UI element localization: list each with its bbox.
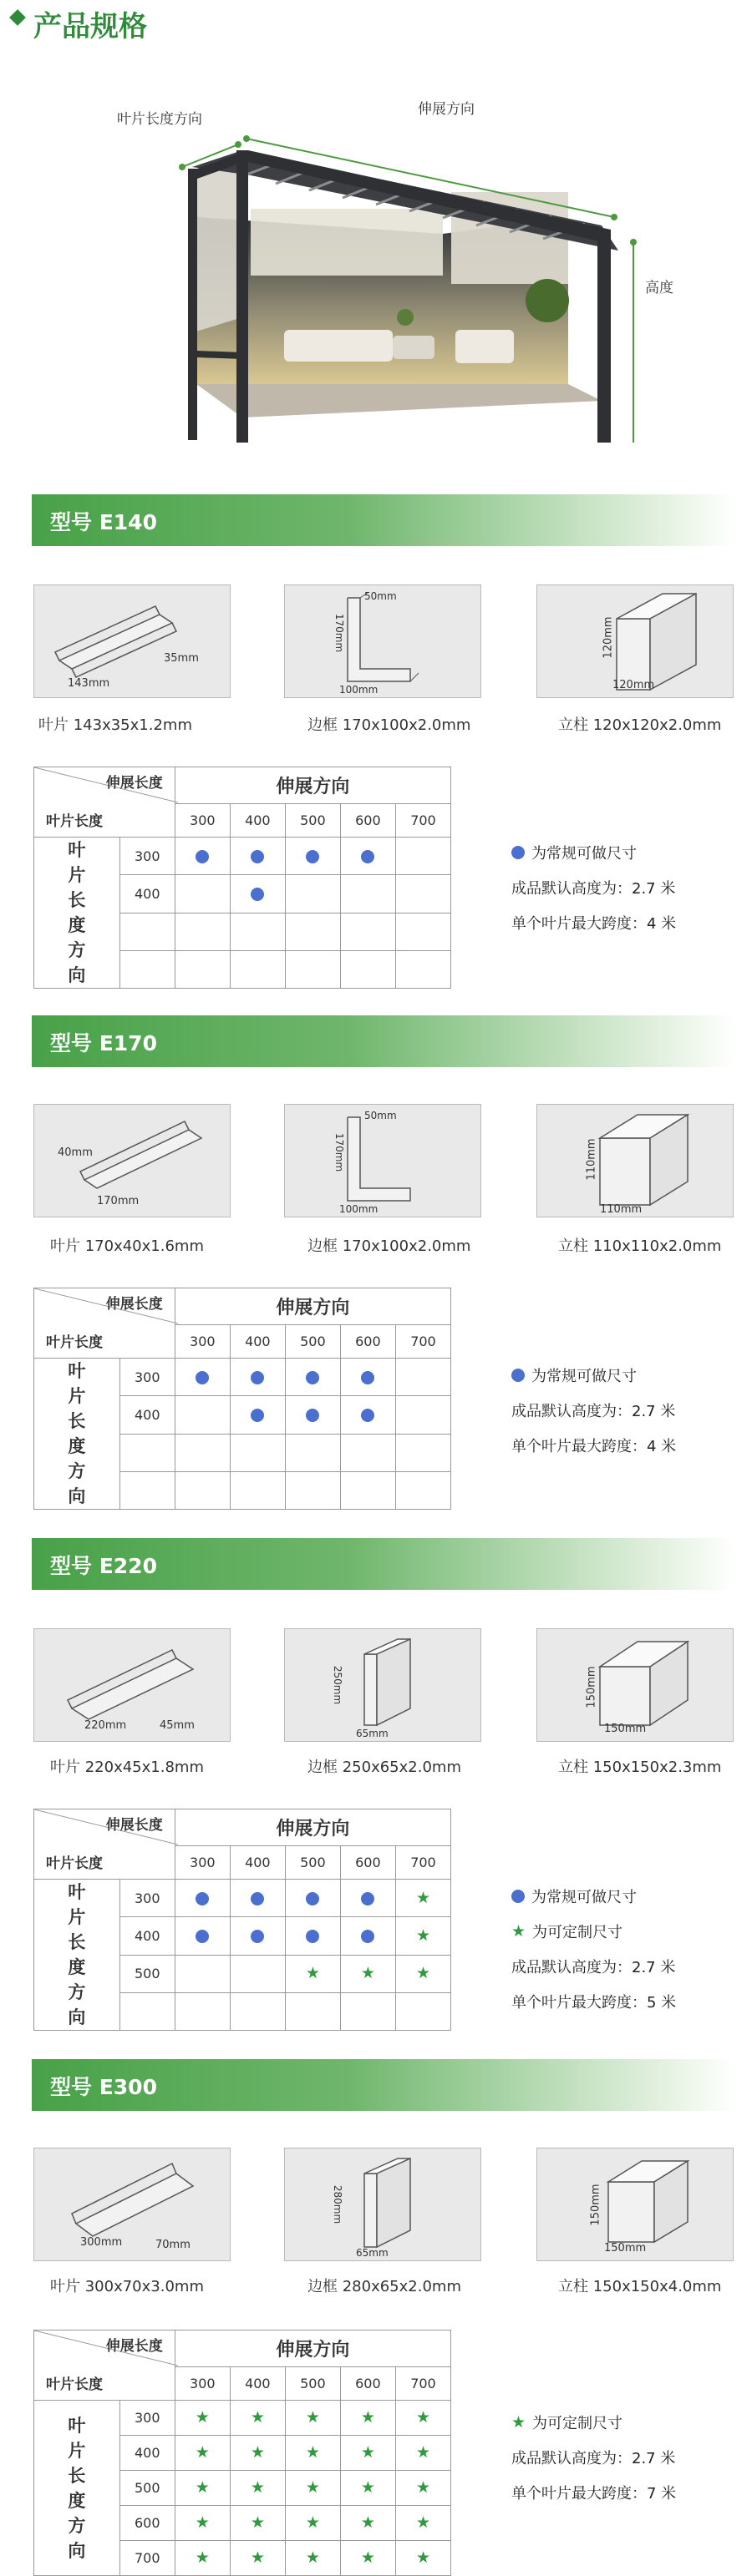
size-cell [285, 1434, 340, 1471]
row-group-label: 叶片长度方向 [68, 1882, 86, 2027]
dim-label: 143mm [68, 677, 110, 690]
custom-size-star-icon: ★ [360, 1964, 375, 1983]
model-banner: 型号 E170 [32, 1015, 734, 1067]
size-cell [340, 838, 395, 875]
size-cell [340, 1992, 395, 2030]
size-cell [175, 1955, 230, 1992]
post-profile-panel [536, 2148, 734, 2261]
size-cell [230, 1471, 285, 1509]
row-group-label: 叶片长度方向 [68, 1361, 86, 1506]
standard-size-dot-icon [196, 1892, 209, 1905]
row-label: 300 [119, 838, 175, 875]
leaf-profile-panel [33, 2148, 231, 2261]
size-cell [340, 1471, 395, 1509]
part-caption: 立柱 150x150x2.3mm [558, 1759, 722, 1776]
row-group-header [34, 1359, 120, 1510]
span-direction-header: 伸展方向 [175, 1288, 450, 1325]
size-cell [395, 875, 450, 913]
dim-label: 150mm [604, 2242, 647, 2255]
standard-size-dot-icon [361, 850, 374, 863]
row-group-label: 叶片长度方向 [68, 2415, 86, 2561]
dim-label: 45mm [160, 1719, 195, 1732]
dim-label: 65mm [356, 2247, 389, 2259]
row-label: 300 [119, 1359, 175, 1396]
custom-size-star-icon: ★ [415, 1926, 430, 1945]
size-cell [175, 2506, 230, 2541]
model-banner: 型号 E140 [32, 494, 734, 546]
size-cell [175, 2471, 230, 2506]
row-label: 500 [119, 1955, 175, 1992]
standard-size-dot-icon [306, 1409, 319, 1422]
row-label [119, 913, 175, 950]
standard-size-dot-icon [251, 1371, 264, 1384]
row-label: 600 [119, 2506, 175, 2541]
row-label [119, 1434, 175, 1471]
size-cell [285, 1917, 340, 1955]
standard-size-dot-icon [196, 1930, 209, 1943]
dim-label: 120mm [602, 616, 615, 659]
custom-size-star-icon: ★ [250, 2548, 265, 2567]
size-cell [230, 2401, 285, 2436]
table-row [34, 838, 451, 875]
column-header: 400 [230, 804, 285, 838]
dim-label: 50mm [364, 1110, 397, 1121]
row-label [119, 1992, 175, 2030]
size-cell [340, 1359, 395, 1396]
size-cell [340, 913, 395, 950]
part-caption: 立柱 150x150x4.0mm [558, 2278, 722, 2295]
corner-top-label: 伸展长度 [105, 775, 163, 792]
corner-bottom-label: 叶片长度 [46, 813, 103, 830]
dim-label: 300mm [80, 2236, 123, 2249]
size-cell [230, 950, 285, 988]
part-caption: 边框 280x65x2.0mm [307, 2278, 461, 2295]
legend: 为常规可做尺寸 成品默认高度为：2.7 米 单个叶片最大跨度：4 米 [511, 845, 677, 933]
column-header: 700 [395, 804, 450, 838]
spec-table [33, 1288, 451, 1510]
size-cell [175, 2541, 230, 2576]
dim-label: 50mm [364, 590, 397, 602]
size-cell [395, 2541, 450, 2576]
size-cell [175, 1992, 230, 2030]
dim-label: 110mm [600, 1203, 643, 1216]
part-caption: 叶片 143x35x1.2mm [38, 716, 192, 734]
row-label: 300 [119, 1880, 175, 1917]
size-cell [230, 1359, 285, 1396]
custom-size-star-icon: ★ [305, 2443, 320, 2462]
size-cell [230, 913, 285, 950]
spec-table [33, 2330, 451, 2576]
column-header: 500 [285, 1325, 340, 1359]
standard-size-dot-icon [361, 1892, 374, 1905]
column-header: 300 [175, 2367, 230, 2401]
size-cell [175, 2436, 230, 2471]
size-cell [285, 1880, 340, 1917]
model-banner: 型号 E300 [32, 2059, 734, 2111]
pergola-illustration [0, 67, 752, 443]
custom-size-star-icon: ★ [415, 1888, 430, 1907]
size-cell [175, 1434, 230, 1471]
size-cell [285, 950, 340, 988]
custom-size-star-icon: ★ [415, 1964, 430, 1983]
part-caption: 叶片 220x45x1.8mm [50, 1759, 204, 1776]
size-cell [340, 2401, 395, 2436]
corner-bottom-label: 叶片长度 [46, 1334, 103, 1351]
size-cell [175, 1359, 230, 1396]
size-cell [230, 1880, 285, 1917]
custom-size-star-icon: ★ [250, 2478, 265, 2497]
size-cell [395, 1359, 450, 1396]
standard-size-dot-icon [306, 1371, 319, 1384]
frame-profile-panel [284, 585, 481, 698]
custom-size-star-icon: ★ [250, 2443, 265, 2462]
star-icon: ★ [511, 1922, 526, 1941]
size-cell [175, 2401, 230, 2436]
corner-top-label: 伸展长度 [105, 1817, 163, 1834]
custom-size-star-icon: ★ [415, 2478, 430, 2497]
standard-size-dot-icon [196, 1371, 209, 1384]
size-cell [395, 2436, 450, 2471]
legend: ★ 为可定制尺寸 成品默认高度为：2.7 米 单个叶片最大跨度：7 米 [511, 2413, 677, 2503]
column-header: 600 [340, 804, 395, 838]
size-cell [175, 913, 230, 950]
custom-size-star-icon: ★ [415, 2408, 430, 2427]
size-cell [395, 838, 450, 875]
size-cell [340, 2471, 395, 2506]
row-group-header [34, 838, 120, 989]
custom-size-star-icon: ★ [250, 2513, 265, 2532]
size-cell [340, 950, 395, 988]
part-caption: 立柱 110x110x2.0mm [558, 1237, 722, 1255]
model-banner: 型号 E220 [32, 1538, 734, 1590]
dim-label: 35mm [164, 652, 199, 665]
size-cell [175, 1917, 230, 1955]
dim-label: 40mm [58, 1146, 93, 1159]
row-label: 400 [119, 875, 175, 913]
post-profile-panel [536, 1628, 734, 1742]
row-label: 400 [119, 2436, 175, 2471]
size-cell [285, 2506, 340, 2541]
dim-label: 120mm [612, 679, 655, 691]
custom-size-star-icon: ★ [360, 2548, 375, 2567]
span-direction-header: 伸展方向 [175, 767, 450, 804]
size-cell [340, 1955, 395, 1992]
size-cell [175, 950, 230, 988]
custom-size-star-icon: ★ [415, 2548, 430, 2567]
leaf-length-direction-label: 叶片长度方向 [117, 111, 202, 128]
size-cell [230, 2506, 285, 2541]
dim-label: 70mm [155, 2239, 191, 2251]
standard-size-dot-icon [251, 1892, 264, 1905]
post-profile-panel [536, 585, 734, 698]
size-cell [285, 838, 340, 875]
table-corner [34, 767, 175, 838]
span-direction-header: 伸展方向 [175, 2331, 450, 2367]
leaf-profile-panel [33, 1628, 231, 1742]
corner-top-label: 伸展长度 [105, 1296, 163, 1313]
dim-label: 110mm [585, 1138, 598, 1181]
custom-size-star-icon: ★ [415, 2443, 430, 2462]
column-header: 600 [340, 2367, 395, 2401]
spec-table [33, 1809, 451, 2031]
custom-size-star-icon: ★ [305, 2408, 320, 2427]
dim-label: 220mm [84, 1719, 127, 1732]
size-cell [175, 838, 230, 875]
size-cell [395, 1917, 450, 1955]
page-title: 产品规格 [33, 10, 147, 43]
column-header: 500 [285, 804, 340, 838]
size-cell [395, 2401, 450, 2436]
custom-size-star-icon: ★ [195, 2478, 210, 2497]
standard-size-dot-icon [251, 1930, 264, 1943]
table-corner [34, 2331, 175, 2401]
size-cell [175, 1471, 230, 1509]
size-cell [230, 1396, 285, 1434]
size-cell [175, 875, 230, 913]
table-row [34, 2401, 451, 2436]
dim-label: 250mm [332, 1665, 344, 1705]
custom-size-star-icon: ★ [360, 2408, 375, 2427]
row-group-label: 叶片长度方向 [68, 840, 86, 985]
corner-top-label: 伸展长度 [105, 2338, 163, 2355]
size-cell [395, 1992, 450, 2030]
dot-icon [511, 1890, 525, 1903]
size-cell [340, 875, 395, 913]
dim-label: 170mm [333, 1132, 346, 1172]
part-caption: 边框 170x100x2.0mm [307, 1237, 471, 1255]
custom-size-star-icon: ★ [305, 2478, 320, 2497]
table-corner [34, 1809, 175, 1880]
size-cell [230, 2436, 285, 2471]
dim-label: 150mm [585, 1666, 598, 1708]
size-cell [285, 2401, 340, 2436]
dim-label: 170mm [97, 1195, 140, 1207]
size-cell [230, 1434, 285, 1471]
size-cell [340, 1434, 395, 1471]
column-header: 300 [175, 804, 230, 838]
frame-profile-panel [284, 1104, 481, 1217]
standard-size-dot-icon [251, 1409, 264, 1422]
table-corner [34, 1288, 175, 1359]
standard-size-dot-icon [361, 1930, 374, 1943]
size-cell [340, 1917, 395, 1955]
leaf-profile-panel [33, 1104, 231, 1217]
size-cell [230, 838, 285, 875]
column-header: 600 [340, 1325, 395, 1359]
size-cell [340, 2436, 395, 2471]
spec-table [33, 767, 451, 989]
dim-label: 65mm [356, 1728, 389, 1739]
column-header: 500 [285, 2367, 340, 2401]
column-header: 400 [230, 2367, 285, 2401]
dim-label: 150mm [589, 2184, 602, 2226]
size-cell [395, 2506, 450, 2541]
size-cell [230, 875, 285, 913]
custom-size-star-icon: ★ [305, 1964, 320, 1983]
size-cell [395, 1955, 450, 1992]
size-cell [395, 1434, 450, 1471]
custom-size-star-icon: ★ [360, 2443, 375, 2462]
custom-size-star-icon: ★ [360, 2478, 375, 2497]
column-header: 400 [230, 1325, 285, 1359]
custom-size-star-icon: ★ [195, 2513, 210, 2532]
size-cell [285, 1471, 340, 1509]
size-cell [395, 950, 450, 988]
dot-icon [511, 1369, 525, 1382]
size-cell [395, 2471, 450, 2506]
row-label [119, 1471, 175, 1509]
row-label: 400 [119, 1917, 175, 1955]
standard-size-dot-icon [251, 850, 264, 863]
custom-size-star-icon: ★ [195, 2443, 210, 2462]
corner-bottom-label: 叶片长度 [46, 2376, 103, 2393]
size-cell [285, 1359, 340, 1396]
part-caption: 边框 170x100x2.0mm [307, 716, 471, 734]
size-cell [230, 1992, 285, 2030]
size-cell [285, 1992, 340, 2030]
part-caption: 边框 250x65x2.0mm [307, 1759, 461, 1776]
part-caption: 立柱 120x120x2.0mm [558, 716, 722, 734]
dim-label: 100mm [339, 684, 379, 696]
standard-size-dot-icon [361, 1409, 374, 1422]
frame-profile-panel [284, 2148, 481, 2261]
standard-size-dot-icon [306, 850, 319, 863]
column-header: 600 [340, 1846, 395, 1880]
size-cell [285, 1396, 340, 1434]
part-caption: 叶片 170x40x1.6mm [50, 1237, 204, 1255]
column-header: 700 [395, 1325, 450, 1359]
corner-bottom-label: 叶片长度 [46, 1855, 103, 1872]
leaf-profile-panel [33, 585, 231, 698]
span-direction-label: 伸展方向 [418, 101, 475, 118]
row-label: 400 [119, 1396, 175, 1434]
size-cell [340, 2506, 395, 2541]
standard-size-dot-icon [251, 888, 264, 901]
row-group-header [34, 1880, 120, 2031]
standard-size-dot-icon [306, 1930, 319, 1943]
dim-label: 150mm [604, 1723, 647, 1735]
standard-size-dot-icon [196, 850, 209, 863]
size-cell [230, 1955, 285, 1992]
size-cell [340, 2541, 395, 2576]
column-header: 300 [175, 1325, 230, 1359]
custom-size-star-icon: ★ [360, 2513, 375, 2532]
table-row [34, 1880, 451, 1917]
row-label: 300 [119, 2401, 175, 2436]
custom-size-star-icon: ★ [195, 2548, 210, 2567]
frame-profile-panel [284, 1628, 481, 1742]
custom-size-star-icon: ★ [415, 2513, 430, 2532]
size-cell [230, 2541, 285, 2576]
column-header: 500 [285, 1846, 340, 1880]
table-row [34, 1359, 451, 1396]
size-cell [285, 913, 340, 950]
size-cell [175, 1396, 230, 1434]
legend: 为常规可做尺寸 ★ 为可定制尺寸 成品默认高度为：2.7 米 单个叶片最大跨度：5 米 [511, 1889, 677, 2012]
star-icon: ★ [511, 2413, 526, 2432]
row-label: 700 [119, 2541, 175, 2576]
size-cell [230, 1917, 285, 1955]
custom-size-star-icon: ★ [305, 2548, 320, 2567]
size-cell [395, 913, 450, 950]
size-cell [175, 1880, 230, 1917]
size-cell [285, 2436, 340, 2471]
dim-label: 100mm [339, 1203, 379, 1215]
title-bullet-icon [9, 9, 26, 26]
size-cell [285, 2471, 340, 2506]
size-cell [285, 2541, 340, 2576]
span-direction-header: 伸展方向 [175, 1809, 450, 1846]
size-cell [340, 1880, 395, 1917]
standard-size-dot-icon [306, 1892, 319, 1905]
row-label [119, 950, 175, 988]
row-label: 500 [119, 2471, 175, 2506]
custom-size-star-icon: ★ [195, 2408, 210, 2427]
size-cell [230, 2471, 285, 2506]
column-header: 700 [395, 1846, 450, 1880]
dim-label: 170mm [333, 613, 346, 653]
size-cell [285, 875, 340, 913]
custom-size-star-icon: ★ [305, 2513, 320, 2532]
column-header: 300 [175, 1846, 230, 1880]
custom-size-star-icon: ★ [250, 2408, 265, 2427]
legend: 为常规可做尺寸 成品默认高度为：2.7 米 单个叶片最大跨度：4 米 [511, 1368, 677, 1455]
dot-icon [511, 846, 525, 859]
standard-size-dot-icon [361, 1371, 374, 1384]
size-cell [395, 1396, 450, 1434]
column-header: 400 [230, 1846, 285, 1880]
post-profile-panel [536, 1104, 734, 1217]
size-cell [285, 1955, 340, 1992]
size-cell [395, 1880, 450, 1917]
part-caption: 叶片 300x70x3.0mm [50, 2278, 204, 2295]
row-group-header [34, 2401, 120, 2576]
size-cell [340, 1396, 395, 1434]
dim-label: 280mm [332, 2184, 344, 2224]
size-cell [395, 1471, 450, 1509]
column-header: 700 [395, 2367, 450, 2401]
height-label: 高度 [645, 280, 673, 296]
